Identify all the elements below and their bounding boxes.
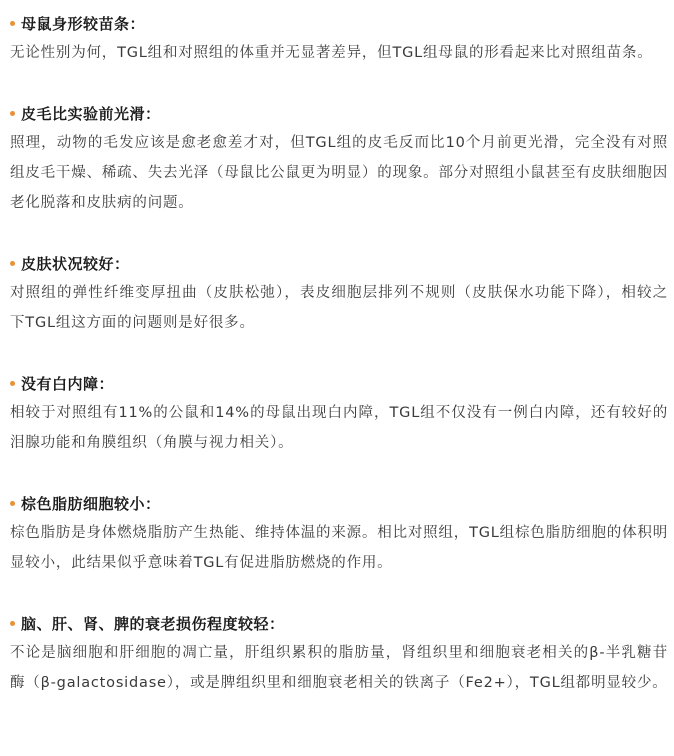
section-heading-text: 脑、肝、肾、脾的衰老损伤程度较轻： bbox=[21, 614, 285, 633]
bullet-dot-icon bbox=[10, 261, 15, 266]
section-body: 照理，动物的毛发应该是愈老愈差才对，但TGL组的皮毛反而比10个月前更光滑，完全没有对照组皮毛干燥、稀疏、失去光泽（母鼠比公鼠更为明显）的现象。部分对照组小鼠甚至有皮肤细胞因老化脱落和皮肤病的问题。 bbox=[10, 135, 668, 211]
bullet-dot-icon bbox=[10, 621, 15, 626]
section-brown-fat bbox=[10, 488, 668, 578]
section-body: 对照组的弹性纤维变厚扭曲（皮肤松弛），表皮细胞层排列不规则（皮肤保水功能下降），相较之下TGL组这方面的问题则是好很多。 bbox=[10, 285, 668, 331]
section-heading bbox=[10, 98, 668, 128]
bullet-dot-icon bbox=[10, 501, 15, 506]
section-heading bbox=[10, 488, 668, 518]
section-body: 不论是脑细胞和肝细胞的凋亡量，肝组织累积的脂肪量，肾组织里和细胞衰老相关的β-半乳糖苷酶（β-galactosidase），或是脾组织里和细胞衰老相关的铁离子（Fe2+），TGL组都明显较少。 bbox=[10, 645, 668, 691]
bullet-dot-icon bbox=[10, 111, 15, 116]
section-smooth-fur bbox=[10, 98, 668, 218]
section-slim-body bbox=[10, 8, 668, 68]
section-heading-text: 棕色脂肪细胞较小： bbox=[21, 494, 161, 513]
bullet-dot-icon bbox=[10, 381, 15, 386]
section-heading bbox=[10, 8, 668, 38]
section-heading-text: 皮肤状况较好： bbox=[21, 254, 130, 273]
bullet-dot-icon bbox=[10, 21, 15, 26]
section-body: 棕色脂肪是身体燃烧脂肪产生热能、维持体温的来源。相比对照组，TGL组棕色脂肪细胞的体积明显较小，此结果似乎意味着TGL有促进脂肪燃烧的作用。 bbox=[10, 525, 668, 571]
section-body: 相较于对照组有11%的公鼠和14%的母鼠出现白内障，TGL组不仅没有一例白内障，还有较好的泪腺功能和角膜组织（角膜与视力相关）。 bbox=[10, 405, 668, 451]
section-body: 无论性别为何，TGL组和对照组的体重并无显著差异，但TGL组母鼠的形看起来比对照组苗条。 bbox=[10, 45, 653, 61]
section-heading-text: 母鼠身形较苗条： bbox=[21, 14, 146, 33]
section-heading bbox=[10, 608, 668, 638]
section-organ-aging bbox=[10, 608, 668, 698]
section-heading-text: 没有白内障： bbox=[21, 374, 115, 393]
section-no-cataract bbox=[10, 368, 668, 458]
section-heading bbox=[10, 248, 668, 278]
section-skin-condition bbox=[10, 248, 668, 338]
section-heading-text: 皮毛比实验前光滑： bbox=[21, 104, 161, 123]
section-heading bbox=[10, 368, 668, 398]
